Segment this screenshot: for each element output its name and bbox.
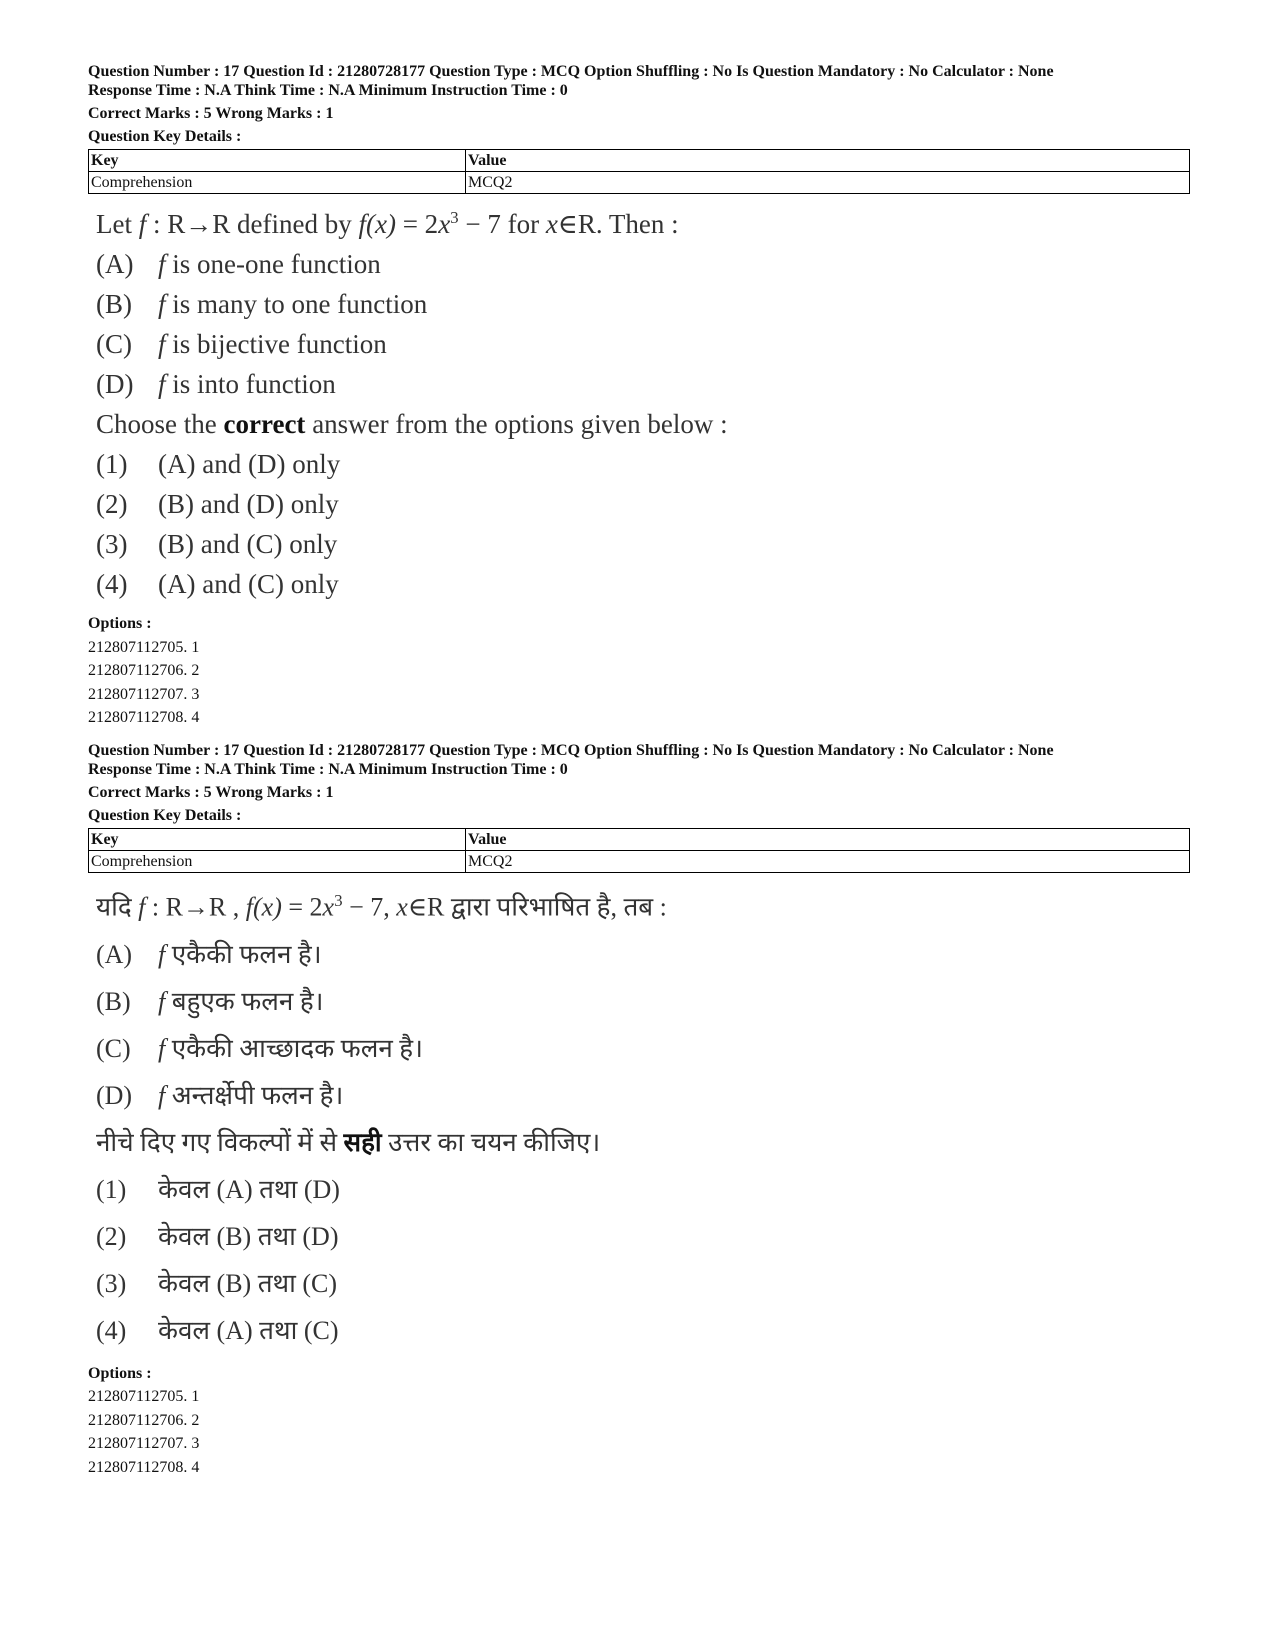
options-label: Options : — [88, 615, 152, 632]
option-item: 212807112708. 4 — [88, 1458, 200, 1476]
meta-line-1: Question Number : 17 Question Id : 21280728177 Question Type : MCQ Option Shuffling : No Is Question Mandatory : No Calculator : None — [88, 742, 1054, 759]
question-block-hindi — [88, 741, 1198, 1479]
stem-text: ∈R द्वारा परिभाषित है, तब : — [407, 892, 667, 922]
stem-text: यदि — [96, 892, 139, 922]
question-meta — [88, 741, 1198, 825]
statement-d — [96, 1072, 1198, 1119]
statement-var: f — [158, 1033, 166, 1063]
choice-2 — [96, 1213, 1198, 1260]
choice-number: (1) — [96, 449, 128, 479]
statement-text: एकैकी फलन है। — [165, 939, 322, 969]
statement-text: is many to one function — [165, 289, 428, 319]
statement-var: f — [158, 369, 166, 399]
stem-text: ∈R. Then : — [557, 209, 679, 239]
choice-2 — [96, 484, 1198, 524]
marks-line: Correct Marks : 5 Wrong Marks : 1 — [88, 784, 334, 801]
options-list — [88, 612, 1198, 730]
statement-a — [96, 244, 1198, 284]
choice-1 — [96, 444, 1198, 484]
question-stem — [96, 877, 1198, 931]
stem-text: : R→R defined by — [146, 209, 359, 239]
statement-var: f — [158, 986, 166, 1016]
choice-text: केवल (A) तथा (D) — [158, 1174, 340, 1204]
stem-var: f — [138, 209, 147, 239]
key-value-table — [88, 828, 1190, 873]
statement-label: (C) — [96, 329, 132, 359]
stem-var: x — [545, 209, 558, 239]
statement-var: f — [158, 329, 166, 359]
instruction — [96, 1119, 1198, 1166]
meta-line-1: Question Number : 17 Question Id : 21280728177 Question Type : MCQ Option Shuffling : No Is Question Mandatory : No Calculator : None — [88, 63, 1054, 80]
choice-text: केवल (B) तथा (C) — [158, 1268, 338, 1298]
choice-number: (3) — [96, 1268, 127, 1298]
table-row — [89, 851, 1190, 873]
statement-label: (B) — [96, 986, 131, 1016]
choice-text: (B) and (D) only — [158, 489, 339, 519]
stem-var: f(x) — [358, 209, 396, 239]
meta-line-2: Response Time : N.A Think Time : N.A Minimum Instruction Time : 0 — [88, 761, 568, 778]
stem-var: x — [322, 892, 335, 922]
table-cell-value: MCQ2 — [466, 851, 1190, 873]
options-list — [88, 1362, 1198, 1480]
stem-text: : R→R , — [145, 892, 246, 922]
stem-var: f(x) — [245, 892, 282, 922]
table-header-value: Value — [466, 829, 1190, 851]
table-cell-key: Comprehension — [89, 851, 466, 873]
table-cell-key: Comprehension — [89, 172, 466, 194]
table-header-value: Value — [466, 150, 1190, 172]
statement-var: f — [158, 939, 166, 969]
choice-3 — [96, 1260, 1198, 1307]
statement-b — [96, 284, 1198, 324]
question-body — [88, 877, 1198, 1354]
stem-text: = 2 — [395, 209, 439, 239]
statement-a — [96, 931, 1198, 978]
statement-label: (A) — [96, 939, 133, 969]
statement-var: f — [158, 1080, 166, 1110]
table-cell-value: MCQ2 — [466, 172, 1190, 194]
stem-var: x — [396, 892, 408, 922]
instruction-bold: correct — [223, 409, 306, 439]
choice-number: (2) — [96, 489, 128, 519]
stem-var: x — [438, 209, 451, 239]
stem-text: − 7, — [342, 892, 397, 922]
statement-label: (D) — [96, 369, 134, 399]
choice-number: (1) — [96, 1174, 127, 1204]
statement-text: is into function — [165, 369, 336, 399]
option-item: 212807112707. 3 — [88, 685, 200, 703]
key-details-label: Question Key Details : — [88, 128, 242, 145]
stem-text: − 7 for — [458, 209, 546, 239]
instruction-text: नीचे दिए गए विकल्पों में से — [96, 1127, 344, 1157]
choice-number: (4) — [96, 1315, 127, 1345]
choice-text: केवल (A) तथा (C) — [158, 1315, 339, 1345]
question-meta — [88, 62, 1198, 146]
option-item: 212807112705. 1 — [88, 638, 200, 656]
meta-line-2: Response Time : N.A Think Time : N.A Minimum Instruction Time : 0 — [88, 82, 568, 99]
table-header-row — [89, 150, 1190, 172]
statement-label: (A) — [96, 249, 134, 279]
statement-d — [96, 364, 1198, 404]
question-stem — [96, 198, 1198, 244]
statement-text: अन्तर्क्षेपी फलन है। — [165, 1080, 344, 1110]
statement-text: is bijective function — [165, 329, 387, 359]
statement-c — [96, 1025, 1198, 1072]
instruction-text: Choose the — [96, 409, 224, 439]
key-details-label: Question Key Details : — [88, 807, 242, 824]
choice-4 — [96, 1307, 1198, 1354]
key-value-table — [88, 149, 1190, 194]
statement-label: (C) — [96, 1033, 131, 1063]
option-item: 212807112707. 3 — [88, 1435, 200, 1453]
statement-label: (D) — [96, 1080, 133, 1110]
option-item: 212807112706. 2 — [88, 1411, 200, 1429]
choice-text: (B) and (C) only — [158, 529, 338, 559]
choice-4 — [96, 564, 1198, 604]
statement-text: is one-one function — [165, 249, 381, 279]
choice-number: (3) — [96, 529, 128, 559]
option-item: 212807112708. 4 — [88, 709, 200, 726]
choice-1 — [96, 1166, 1198, 1213]
choice-number: (2) — [96, 1221, 127, 1251]
stem-text: = 2 — [281, 892, 323, 922]
choice-text: केवल (B) तथा (D) — [158, 1221, 339, 1251]
table-header-key: Key — [89, 829, 466, 851]
stem-var: f — [138, 892, 146, 922]
option-item: 212807112705. 1 — [88, 1388, 200, 1406]
table-header-key: Key — [89, 150, 466, 172]
stem-exponent: 3 — [450, 208, 459, 227]
statement-c — [96, 324, 1198, 364]
statement-b — [96, 978, 1198, 1025]
choice-3 — [96, 524, 1198, 564]
statement-var: f — [158, 289, 166, 319]
option-item: 212807112706. 2 — [88, 662, 200, 679]
instruction-text: उत्तर का चयन कीजिए। — [381, 1127, 601, 1157]
table-row — [89, 172, 1190, 194]
statement-var: f — [158, 249, 166, 279]
stem-exponent: 3 — [334, 891, 343, 910]
choice-text: (A) and (C) only — [158, 569, 339, 599]
marks-line: Correct Marks : 5 Wrong Marks : 1 — [88, 105, 334, 122]
instruction-bold: सही — [343, 1127, 382, 1157]
options-label: Options : — [88, 1364, 152, 1382]
choice-number: (4) — [96, 569, 128, 599]
instruction — [96, 404, 1198, 444]
instruction-text: answer from the options given below : — [305, 409, 728, 439]
statement-text: बहुएक फलन है। — [165, 986, 324, 1016]
table-header-row — [89, 829, 1190, 851]
statement-label: (B) — [96, 289, 132, 319]
stem-text: Let — [96, 209, 139, 239]
question-block-english — [88, 62, 1198, 730]
question-body — [88, 198, 1198, 604]
statement-text: एकैकी आच्छादक फलन है। — [165, 1033, 423, 1063]
choice-text: (A) and (D) only — [158, 449, 341, 479]
